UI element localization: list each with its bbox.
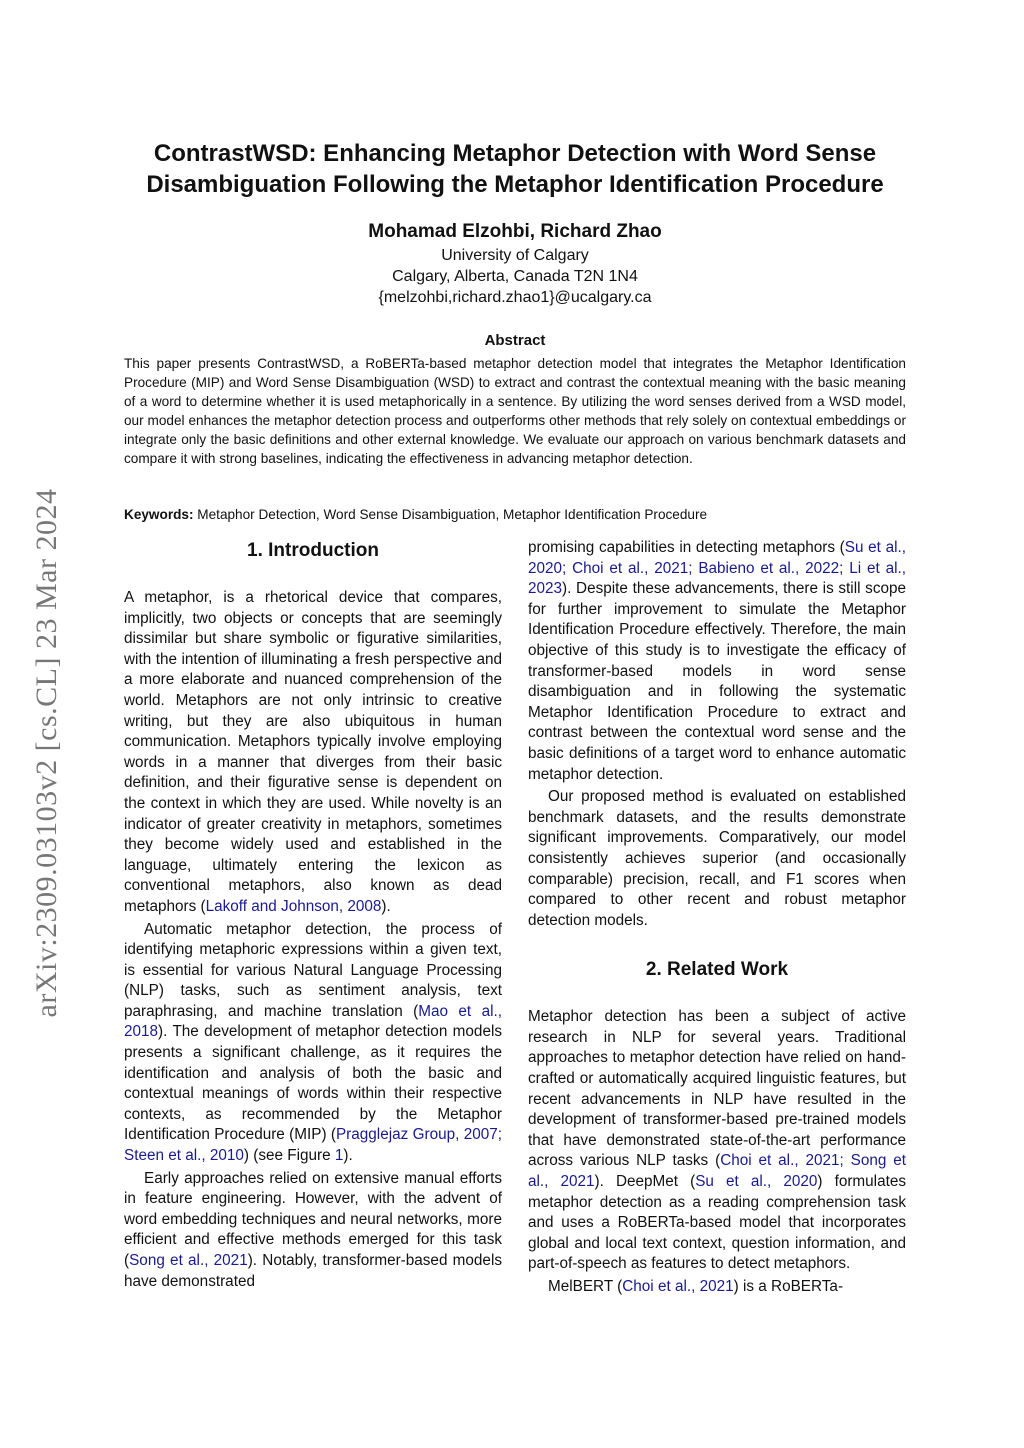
intro-paragraph-2: Automatic metaphor detection, the process of identifying metaphoric expressions within a given text, is essential for various Natural Language Processing (NLP) tasks, such as sentiment analysis, text paraphrasing, and machine translation (Mao et al., 2018). The development of metaphor detection models presents a significant challenge, as it requires the identification and analysis of both the basic and contextual meanings of words within their respective contexts, as recommended by the Metaphor Identification Procedure (MIP) (Pragglejaz Group, 2007; Steen et al., 2010) (see Figure 1).: [124, 920, 502, 1165]
related-paragraph-1: Metaphor detection has been a subject of active research in NLP for several years. Traditional approaches to metaphor detection have relied on hand-crafted or automatically acquired linguistic features, but recent advancements in NLP have resulted in the development of transformer-based pre-trained models that have demonstrated state-of-the-art performance across various NLP tasks (Choi et al., 2021; Song et al., 2021). DeepMet (Su et al., 2020) formulates metaphor detection as a reading comprehension task and uses a RoBERTa-based model that incorporates global and local text context, question information, and part-of-speech as features to detect metaphors.: [528, 1008, 906, 1273]
citation-link[interactable]: Su et al., 2020: [695, 1173, 818, 1191]
author-block: [100, 219, 930, 308]
citation-link[interactable]: Choi et al., 2021: [622, 1278, 734, 1295]
citation-link[interactable]: Choi et al., 2021; Song et al., 2021: [528, 1152, 906, 1191]
abstract-text: This paper presents ContrastWSD, a RoBERTa-based metaphor detection model that integrates the Metaphor Identification Procedure (MIP) and Word Sense Disambiguation (WSD) to extract and contrast the contextual meaning with the basic meaning of a word to determine whether it is used metaphorically in a sentence. By utilizing the word senses derived from a WSD model, our model enhances the metaphor detection process and outperforms other methods that rely solely on contextual embeddings or integrate only the basic definitions and other external knowledge. We evaluate our approach on various benchmark datasets and compare it with strong baselines, indicating the effectiveness in advancing metaphor detection.: [124, 356, 906, 466]
citation-link[interactable]: Lakoff and Johnson, 2008: [205, 897, 382, 915]
related-paragraph-2: MelBERT (Choi et al., 2021) is a RoBERTa-: [548, 1278, 844, 1295]
citation-link[interactable]: Mao et al., 2018: [124, 1002, 502, 1041]
citation-link[interactable]: Song et al., 2021: [129, 1252, 248, 1269]
keywords-text: Metaphor Detection, Word Sense Disambiguation, Metaphor Identification Procedure: [197, 507, 708, 522]
intro-paragraph-1: A metaphor, is a rhetorical device that compares, implicitly, two objects or concepts that are seemingly dissimilar but share symbolic or figurative similarities, with the intention of illuminating a fresh perspective and a more elaborate and nuanced comprehension of the world. Metaphors are not only intrinsic to creative writing, but they are also ubiquitous in human communication. Metaphors typically involve employing words in a manner that diverges from their basic definition, and their figurative sense is dependent on the context in which they are used. While novelty is an indicator of greater creativity in metaphors, sometimes they become widely used and established in the language, ultimately entering the lexicon as conventional metaphors, also known as dead metaphors (Lakoff and Johnson, 2008).: [124, 589, 502, 915]
citation-link[interactable]: Su et al., 2020; Choi et al., 2021; Babieno et al., 2022; Li et al., 2023: [528, 539, 906, 598]
intro-paragraph-5: Our proposed method is evaluated on established benchmark datasets, and the results demonstrate significant improvements. Comparatively, our model consistently achieves superior (and occasionally comparable) precision, recall, and F1 scores when compared to other recent and robust metaphor detection models.: [528, 788, 906, 929]
author-names: Mohamad Elzohbi, Richard Zhao: [368, 221, 662, 242]
section-heading-related-work: 2. Related Work: [645, 959, 789, 981]
citation-link[interactable]: Pragglejaz Group, 2007; Steen et al., 2010: [124, 1126, 502, 1165]
arxiv-sidebar-stamp: [22, 448, 72, 1058]
abstract-heading: Abstract: [484, 332, 546, 349]
arxiv-id: arXiv:2309.03103v2 [cs.CL] 23 Mar 2024: [30, 488, 63, 1018]
figure-link[interactable]: 1: [334, 1147, 344, 1165]
keywords-label: Keywords:: [124, 507, 194, 522]
intro-paragraph-3: Early approaches relied on extensive manual efforts in feature engineering. However, with the advent of word embedding techniques and neural networks, more efficient and effective methods emerged for this task (Song et al., 2021). Notably, transformer-based models have demonstrated: [124, 1169, 502, 1290]
email: {melzohbi,richard.zhao1}@ucalgary.ca: [378, 289, 652, 306]
section-heading-introduction: 1. Introduction: [247, 540, 379, 561]
right-column: [528, 538, 906, 1300]
paper-title: ContrastWSD: Enhancing Metaphor Detection with Word Sense Disambiguation Following the Metaphor Identification Procedure: [146, 140, 884, 198]
left-column: [124, 538, 502, 1294]
intro-paragraph-4: promising capabilities in detecting metaphors (Su et al., 2020; Choi et al., 2021; Babieno et al., 2022; Li et al., 2023). Despite these advancements, there is still scope for further improvement to simulate the Metaphor Identification Procedure effectively. Therefore, the main objective of this study is to investigate the efficacy of transformer-based models in word sense disambiguation and in following the systematic Metaphor Identification Procedure to extract and contrast between the contextual word sense and the basic definitions of a target word to enhance automatic metaphor detection.: [528, 539, 906, 783]
keywords: [124, 505, 906, 524]
location: Calgary, Alberta, Canada T2N 1N4: [392, 268, 638, 285]
affiliation: University of Calgary: [441, 247, 589, 264]
